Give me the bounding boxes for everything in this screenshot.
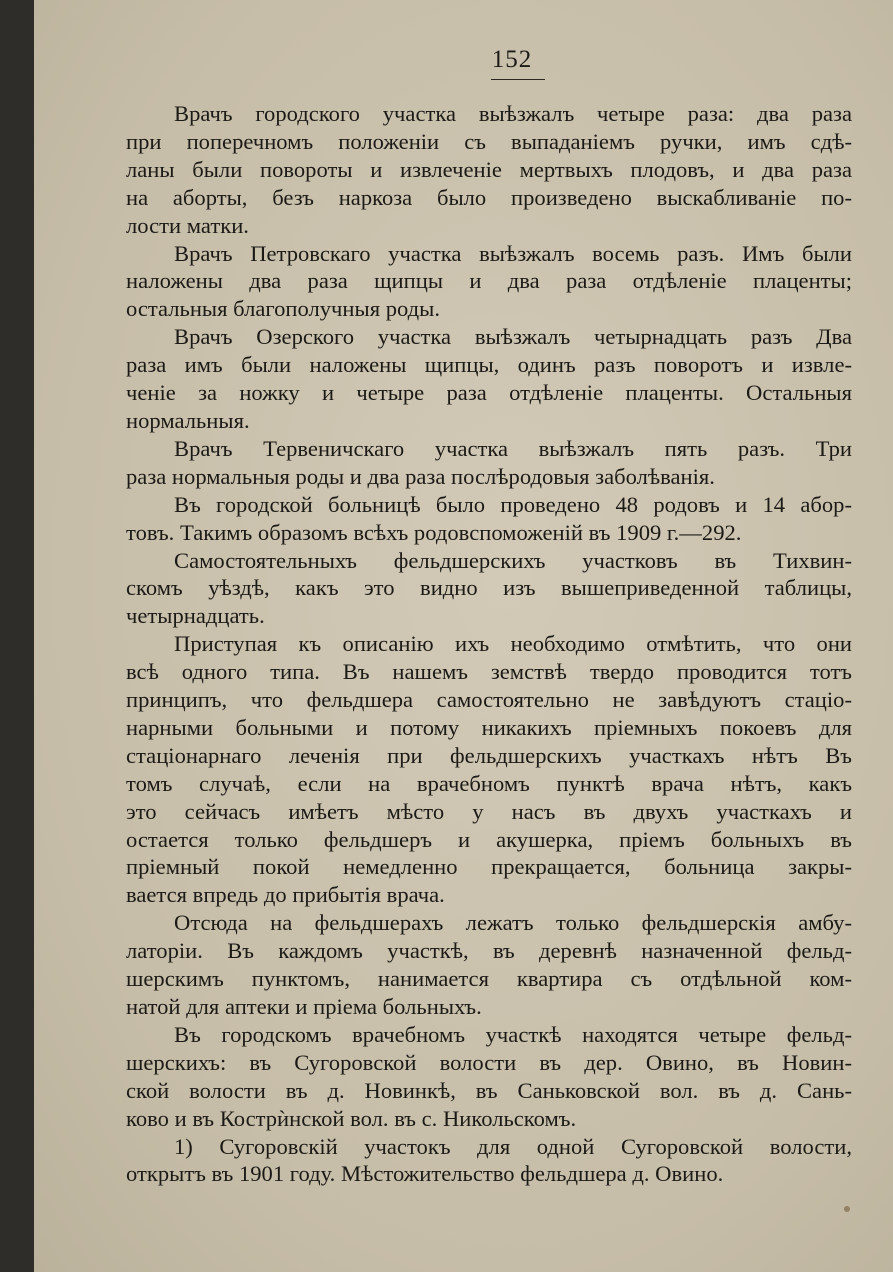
text-line: вается впредь до прибытiя врача. [126,882,445,908]
text-line: открытъ въ 1901 году. Мѣстожительство фельдшера д. Овино. [126,1161,724,1187]
text-line: раза имъ были наложены щипцы, одинъ разъ поворотъ и извле- [126,352,852,378]
text-line: товъ. Такимъ образомъ всѣхъ родовспоможенiй въ 1909 г.—292. [126,519,742,545]
paragraph [126,491,852,547]
paragraph [126,435,852,491]
text-line: натой для аптеки и прiема больныхъ. [126,994,482,1019]
text-line: всѣ одного типа. Въ нашемъ земствѣ твердо проводится тотъ [126,659,852,685]
text-line: ченiе за ножку и четыре раза отдѣленiе плаценты. Остальныя [126,380,852,406]
body-text [126,100,852,1188]
paragraph [126,100,852,240]
page-number-rule [491,79,545,80]
paragraph [126,240,852,324]
text-line: остается только фельдшеръ и акушерка, прiемъ больныхъ въ [126,826,852,852]
paragraph [126,547,852,631]
text-line: стацiонарнаго леченiя при фельдшерскихъ участкахъ нѣтъ Въ [126,742,852,768]
text-line: принципъ, что фельдшера самостоятельно не завѣдуютъ стацiо- [126,687,852,713]
text-line: Врачъ Тервеничскаго участка выѣзжалъ пять разъ. Три [174,435,852,461]
text-line: нарными больными и потому никакихъ прiемныхъ покоевъ для [126,714,852,740]
book-page [34,0,893,1272]
paragraph [126,1133,852,1189]
text-line: латорiи. Въ каждомъ участкѣ, въ деревнѣ назначенной фельд- [126,938,852,964]
text-line: Самостоятельныхъ фельдшерскихъ участковъ въ Тихвин- [174,547,852,573]
text-line: четырнадцать. [126,603,265,629]
text-line: Въ городской больницѣ было проведено 48 родовъ и 14 абор- [174,491,852,517]
text-line: при поперечномъ положенiи съ выпаданiемъ ручки, имъ сдѣ- [126,128,852,154]
text-line: томъ случаѣ, если на врачебномъ пунктѣ врача нѣтъ, какъ [126,770,852,796]
text-line: прiемный покой немедленно прекращается, больница закры- [126,854,852,880]
ink-spot [844,1206,850,1212]
paragraph [126,909,852,1021]
text-line: это сейчасъ имѣетъ мѣсто у насъ въ двухъ участкахъ и [126,798,852,824]
text-line: 1) Сугоровскiй участокъ для одной Сугоровской волости, [174,1133,852,1159]
text-line: шерскимъ пунктомъ, нанимается квартира съ отдѣльной ком- [126,966,852,992]
text-line: Приступая къ описанiю ихъ необходимо отмѣтить, что они [174,631,852,657]
page-number: 152 [491,46,533,73]
text-line: ской волости въ д. Новинкѣ, въ Саньковской вол. въ д. Сань- [126,1077,852,1103]
text-line: Въ городскомъ врачебномъ участкѣ находятся четыре фельд- [174,1021,852,1047]
text-line: нормальныя. [126,407,250,433]
text-line: Врачъ Петровскаго участка выѣзжалъ восемь разъ. Имъ были [174,240,852,266]
text-line: на аборты, безъ наркоза было произведено выскабливанiе по- [126,184,852,210]
paragraph [126,630,852,909]
text-line: Отсюда на фельдшерахъ лежатъ только фельдшерскiя амбу- [174,910,852,936]
paragraph [126,323,852,435]
text-line: ланы были повороты и извлеченiе мертвыхъ плодовъ, и два раза [126,156,852,182]
text-line: Врачъ городского участка выѣзжалъ четыре раза: два раза [174,101,852,126]
paragraph [126,1021,852,1133]
text-line: лости матки. [126,212,249,238]
text-line: остальныя благополучныя роды. [126,296,440,322]
text-line: раза нормальныя роды и два раза послѣродовыя заболѣванiя. [126,463,715,489]
text-line: Врачъ Озерского участка выѣзжалъ четырнадцать разъ Два [174,324,852,350]
text-line: ково и въ Кострѝнской вол. въ с. Никольскомъ. [126,1105,577,1131]
text-line: скомъ уѣздѣ, какъ это видно изъ вышеприведенной таблицы, [126,575,852,601]
text-line: шерскихъ: въ Сугоровской волости въ дер. Овино, въ Новин- [126,1049,852,1075]
text-line: наложены два раза щипцы и два раза отдѣленiе плаценты; [126,268,852,294]
